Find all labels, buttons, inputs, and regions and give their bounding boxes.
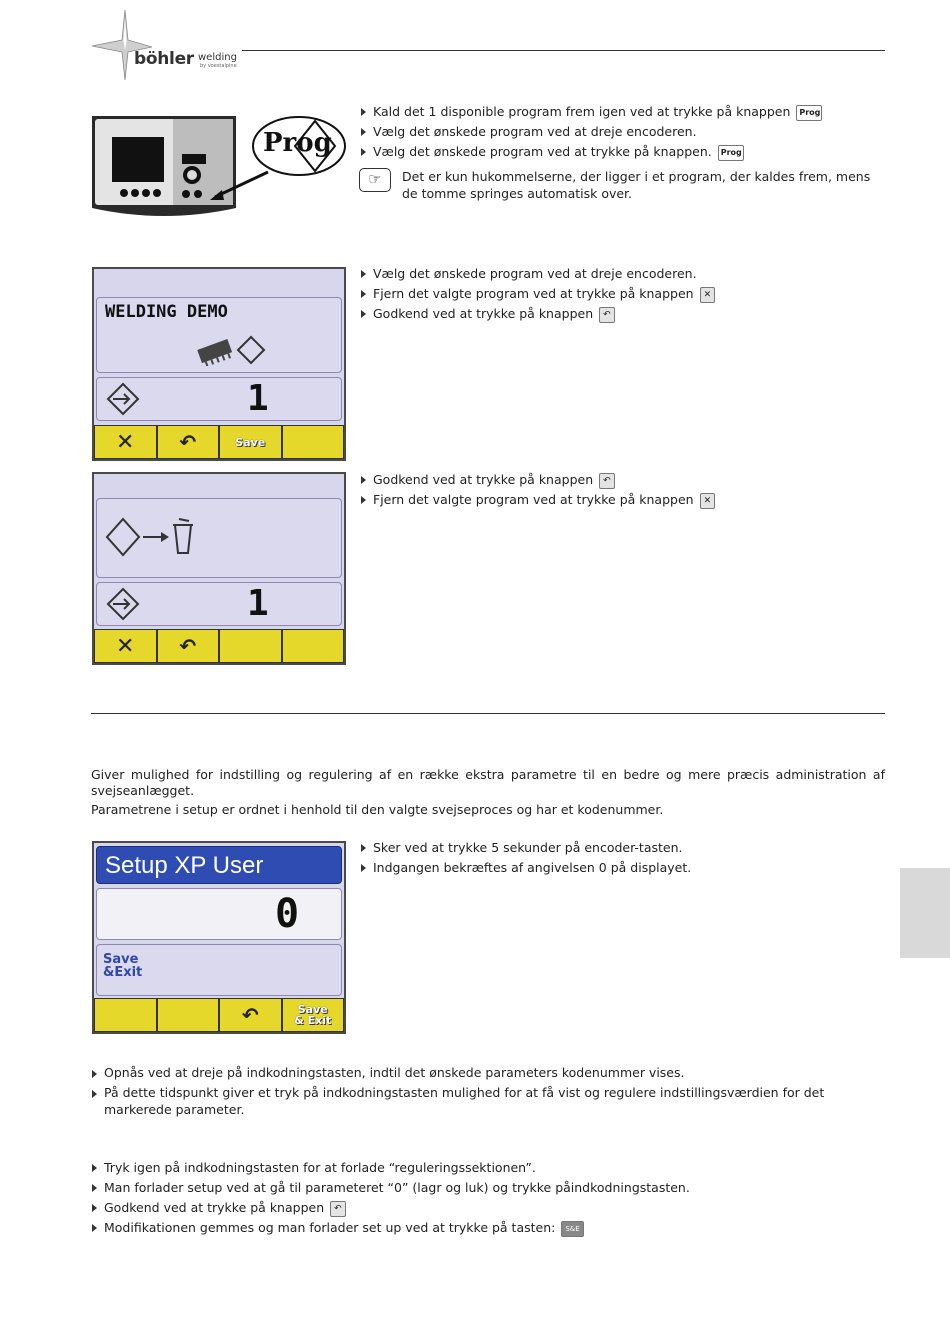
prog-badge-label: Prog: [263, 128, 332, 158]
program-arrow-icon: [105, 382, 141, 420]
delete-key-icon: ✕: [700, 287, 716, 303]
display-title: Setup XP User: [105, 852, 264, 879]
display-info-panel: [96, 944, 342, 996]
softkey-back[interactable]: [158, 426, 219, 458]
softkey-empty[interactable]: [158, 999, 219, 1031]
setup-intro-2: Parametrene i setup er ordnet i henhold til den valgte svejseproces og har et kodenummer.: [91, 802, 664, 817]
setup-bullets-c: [91, 1158, 885, 1238]
save-exit-key-icon: S&E: [561, 1221, 583, 1237]
program-to-trash-icon: [105, 515, 201, 563]
display-delete-program: [92, 472, 346, 665]
section2-bullets: [360, 264, 885, 324]
softkey-save-label: Save: [235, 435, 266, 449]
list-item: Fjern det valgte program ved at trykke på knappen ✕: [360, 284, 885, 304]
display-value-panel: [96, 888, 342, 940]
list-item: Godkend ved at trykke på knappen ↶: [360, 470, 885, 490]
list-item: Tryk igen på indkodningstasten for at forlade “reguleringssektionen”.: [91, 1158, 885, 1178]
display-title-panel: [96, 846, 342, 884]
save-exit-label: [103, 953, 142, 979]
list-item: Fjern det valgte program ved at trykke på knappen ✕: [360, 490, 885, 510]
softkey-back[interactable]: [220, 999, 281, 1031]
prog-key-icon: Prog: [718, 145, 744, 161]
setup-intro-1: Giver mulighed for indstilling og regulering af en række ekstra parametre til en bedre og mere præcis administration af svejseanlægget.: [91, 767, 885, 798]
list-item: Opnås ved at dreje på indkodningstasten, indtil det ønskede parameters kodenummer vises.: [91, 1064, 885, 1081]
softkey-save-exit-label: Save & Exit: [294, 1003, 332, 1027]
display-value: 1: [247, 378, 269, 419]
softkey-back[interactable]: [158, 630, 219, 662]
softkey-row: [94, 425, 344, 459]
undo-key-icon: ↶: [599, 473, 615, 489]
list-item: Sker ved at trykke 5 sekunder på encoder-tasten.: [360, 838, 885, 858]
display-top-panel: [96, 498, 342, 578]
save-exit-line-1: Save: [103, 952, 139, 967]
softkey-row: [94, 629, 344, 663]
program-arrow-icon: [105, 587, 141, 625]
softkey-delete[interactable]: [95, 630, 156, 662]
list-item: På dette tidspunkt giver et tryk på indkodningstasten mulighed for at få vist og regulere indstillingsværdien for det markerede parameter.: [91, 1084, 885, 1118]
prog-badge: [251, 115, 347, 177]
softkey-row: [94, 998, 344, 1032]
list-item: Kald det 1 disponible program frem igen ved at trykke på knappen Prog: [360, 102, 885, 122]
delete-x-icon: ✕: [116, 429, 135, 455]
section1-bullets: [360, 102, 885, 162]
undo-arrow-icon: ↶: [179, 634, 197, 658]
save-exit-line-2: &Exit: [103, 965, 143, 980]
display-value-panel: [96, 377, 342, 421]
list-item: Modifikationen gemmes og man forlader set up ved at trykke på tasten: S&E: [91, 1218, 885, 1238]
hand-pointer-icon: ☞: [359, 168, 391, 192]
prog-key-icon: Prog: [796, 105, 822, 121]
section-rule: [91, 713, 885, 714]
memory-chip-icon: [195, 334, 267, 370]
display-value: 0: [275, 891, 300, 937]
list-item: Man forlader setup ved at gå til parameteret “0” (lagr og luk) og trykke påindkodningstasten.: [91, 1178, 885, 1198]
brand-sub: by voestalpine: [200, 63, 237, 69]
delete-x-icon: ✕: [116, 633, 135, 659]
display-top-panel: [96, 297, 342, 373]
brand-name: böhler: [134, 49, 194, 69]
display-setup-xp-user: [92, 841, 346, 1034]
softkey-save[interactable]: [220, 426, 281, 458]
list-item: Godkend ved at trykke på knappen ↶: [91, 1198, 885, 1218]
list-item: Vælg det ønskede program ved at trykke på knappen. Prog: [360, 142, 885, 162]
list-item: Godkend ved at trykke på knappen ↶: [360, 304, 885, 324]
list-item: Indgangen bekræftes af angivelsen 0 på displayet.: [360, 858, 885, 878]
section3-bullets: [360, 470, 885, 510]
softkey-empty[interactable]: [220, 630, 281, 662]
display-value-panel: [96, 582, 342, 626]
softkey-empty[interactable]: [95, 999, 156, 1031]
boehler-logo-star: [92, 10, 152, 84]
softkey-empty[interactable]: [283, 630, 344, 662]
side-tab: [900, 868, 950, 958]
softkey-save-exit[interactable]: [283, 999, 344, 1031]
softkey-delete[interactable]: [95, 426, 156, 458]
display-value: 1: [247, 583, 269, 624]
undo-arrow-icon: ↶: [241, 1003, 259, 1027]
softkey-empty[interactable]: [283, 426, 344, 458]
undo-key-icon: ↶: [599, 307, 615, 323]
setup-bullets-b: [91, 1064, 885, 1118]
setup-bullets: [360, 838, 885, 878]
list-item: Vælg det ønskede program ved at dreje encoderen.: [360, 122, 885, 142]
display-title: WELDING DEMO: [105, 302, 228, 322]
delete-key-icon: ✕: [700, 493, 716, 509]
display-welding-demo: [92, 267, 346, 461]
undo-arrow-icon: ↶: [179, 430, 197, 454]
note-text: Det er kun hukommelserne, der ligger i et program, der kaldes frem, mens de tomme springes automatisk over.: [402, 169, 871, 201]
brand-suffix: welding: [198, 52, 237, 63]
undo-key-icon: ↶: [330, 1201, 346, 1217]
list-item: Vælg det ønskede program ved at dreje encoderen.: [360, 264, 885, 284]
header-rule: [242, 50, 885, 51]
